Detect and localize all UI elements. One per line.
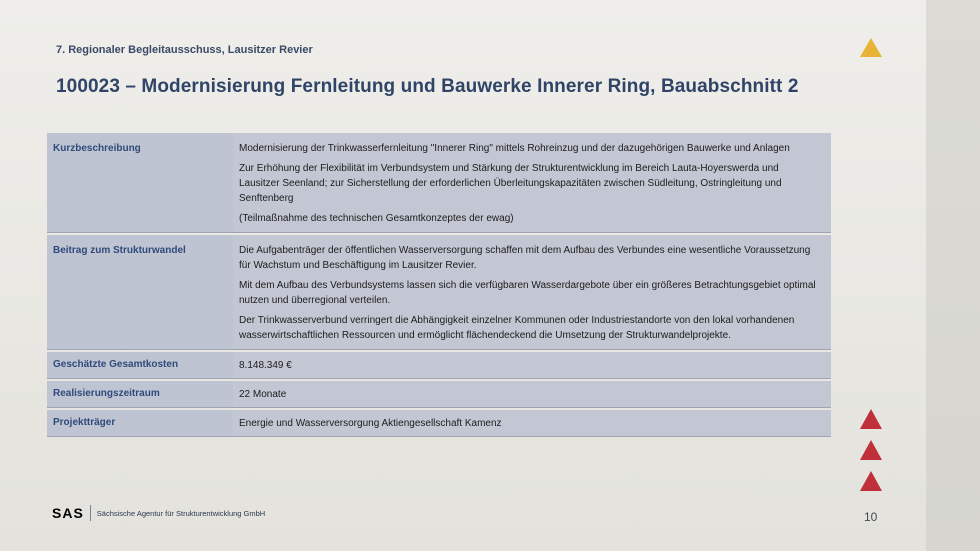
row-label: Projektträger [47,410,233,436]
row-value: 22 Monate [239,389,287,400]
row-content [233,133,831,232]
paragraph: Der Trinkwasserverbund verringert die Abhängigkeit einzelner Kommunen oder Industriestandorte von den lokal vorhandenen wasserwirtschaftlichen Ressourcen und ermöglicht flächendeckend die Umsetzung der Strukturwandelprojekte. [239,315,795,341]
table-row-kurzbeschreibung [47,133,831,233]
page-title: 100023 – Modernisierung Fernleitung und Bauwerke Innerer Ring, Bauabschnitt 2 [56,76,799,97]
row-label: Realisierungszeitraum [47,381,233,407]
yellow-triangle-icon [860,38,882,57]
paragraph: Zur Erhöhung der Flexibilität im Verbundsystem und Stärkung der Strukturentwicklung im Bereich Lauta-Hoyerswerda und Lausitzer Seenland; zur Sicherstellung der erforderlichen Überleitungskapazitäten zwischen Südleitung, Ostringleitung und Senftenberg [239,163,782,204]
page-number: 10 [864,510,878,524]
paragraph: Mit dem Aufbau des Verbundsystems lassen sich die verfügbaren Wasserdargebote über ein größeres Betrachtungsgebiet optimal nutzen und überregional verteilen. [239,280,816,306]
table-row-zeitraum [47,381,831,408]
row-value: 8.148.349 € [239,360,292,371]
paragraph: (Teilmaßnahme des technischen Gesamtkonzeptes der ewag) [239,213,514,224]
row-content [233,235,831,349]
red-triangle-icon [860,409,882,429]
project-table [47,133,831,439]
logo-divider [90,505,91,521]
table-row-kosten [47,352,831,379]
row-value: Energie und Wasserversorgung Aktiengesellschaft Kamenz [239,418,502,429]
paragraph: Modernisierung der Trinkwasserfernleitung "Innerer Ring" mittels Rohreinzug und der dazugehörigen Bauwerke und Anlagen [239,143,790,154]
paragraph: Die Aufgabenträger der öffentlichen Wasserversorgung schaffen mit dem Aufbau des Verbundes eine wesentliche Voraussetzung für Wachstum und Beschäftigung im Lausitzer Revier. [239,245,811,271]
sas-logo-mark: SAS [52,505,84,521]
sas-logo [52,505,265,521]
row-label: Geschätzte Gesamtkosten [47,352,233,378]
logo-text: Sächsische Agentur für Strukturentwicklung GmbH [96,508,266,518]
row-label: Kurzbeschreibung [47,133,233,232]
table-row-beitrag [47,235,831,350]
row-label: Beitrag zum Strukturwandel [47,235,233,349]
red-triangle-icon [860,471,882,491]
meeting-subtitle: 7. Regionaler Begleitausschuss, Lausitzer Revier [56,44,313,56]
background-strip [926,0,980,551]
red-triangle-icon [860,440,882,460]
table-row-traeger [47,410,831,437]
